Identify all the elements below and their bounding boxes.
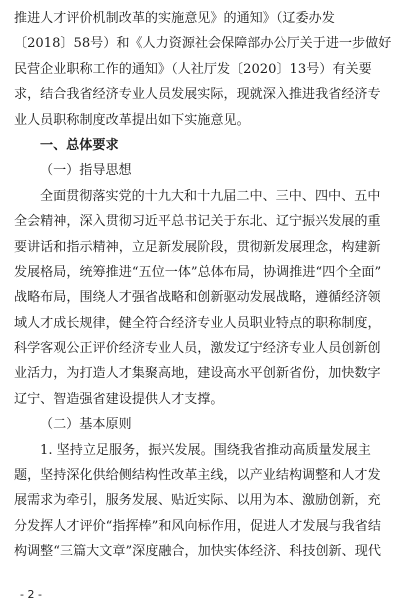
- text-line: 构调整“三篇大文章”深度融合，加快实体经济、科技创新、现代: [14, 544, 381, 560]
- document-body: [14, 6, 399, 565]
- text-line: 科学客观公正评价经济专业人员，激发辽宁经济专业人员创新创: [14, 341, 381, 357]
- text-line: 全面贯彻落实党的十九大和十九届二中、三中、四中、五中: [40, 188, 381, 204]
- subsection-heading: （一）指导思想: [40, 163, 132, 179]
- text-line: 分发挥人才评价“指挥棒”和风向标作用，促进人才发展与我省结: [14, 518, 381, 534]
- text-line: 民营企业职称工作的通知》（人社厅发〔2020〕13号）有关要: [14, 61, 372, 77]
- subsection-heading: （二）基本原则: [40, 417, 132, 433]
- text-line: 战略布局，围绕人才强省战略和创新驱动发展战略，遵循经济领: [14, 290, 381, 306]
- text-line: 业人员职称制度改革提出如下实施意见。: [14, 112, 250, 128]
- text-line: 〔2018〕58号）和《人力资源社会保障部办公厅关于进一步做好: [14, 36, 392, 52]
- text-line: 辽宁、智造强省建设提供人才支撑。: [14, 391, 224, 407]
- text-line: 域人才成长规律，健全符合经济专业人员职业特点的职称制度，: [14, 315, 381, 331]
- text-line: 要讲话和指示精神，立足新发展阶段，贯彻新发展理念，构建新: [14, 239, 381, 255]
- text-line: 展需求为牵引，服务发展、贴近实际、以用为本、激励创新，充: [14, 493, 381, 509]
- text-line: 1. 坚持立足服务，振兴发展。围绕我省推动高质量发展主: [40, 442, 371, 458]
- text-line: 求，结合我省经济专业人员发展实际，现就深入推进我省经济专: [14, 87, 381, 103]
- text-line: 发展格局，统筹推进“五位一体”总体布局，协调推进“四个全面”: [14, 264, 382, 280]
- text-line: 业活力，为打造人才集聚高地，建设高水平创新省份，加快数字: [14, 366, 381, 382]
- text-line: 题，坚持深化供给侧结构性改革主线，以产业结构调整和人才发: [14, 468, 381, 484]
- text-line: 推进人才评价机制改革的实施意见》的通知》（辽委办发: [14, 11, 335, 26]
- section-heading: 一、总体要求: [40, 137, 119, 153]
- text-line: 全会精神，深入贯彻习近平总书记关于东北、辽宁振兴发展的重: [14, 214, 381, 230]
- page-number: - 2 -: [20, 588, 42, 601]
